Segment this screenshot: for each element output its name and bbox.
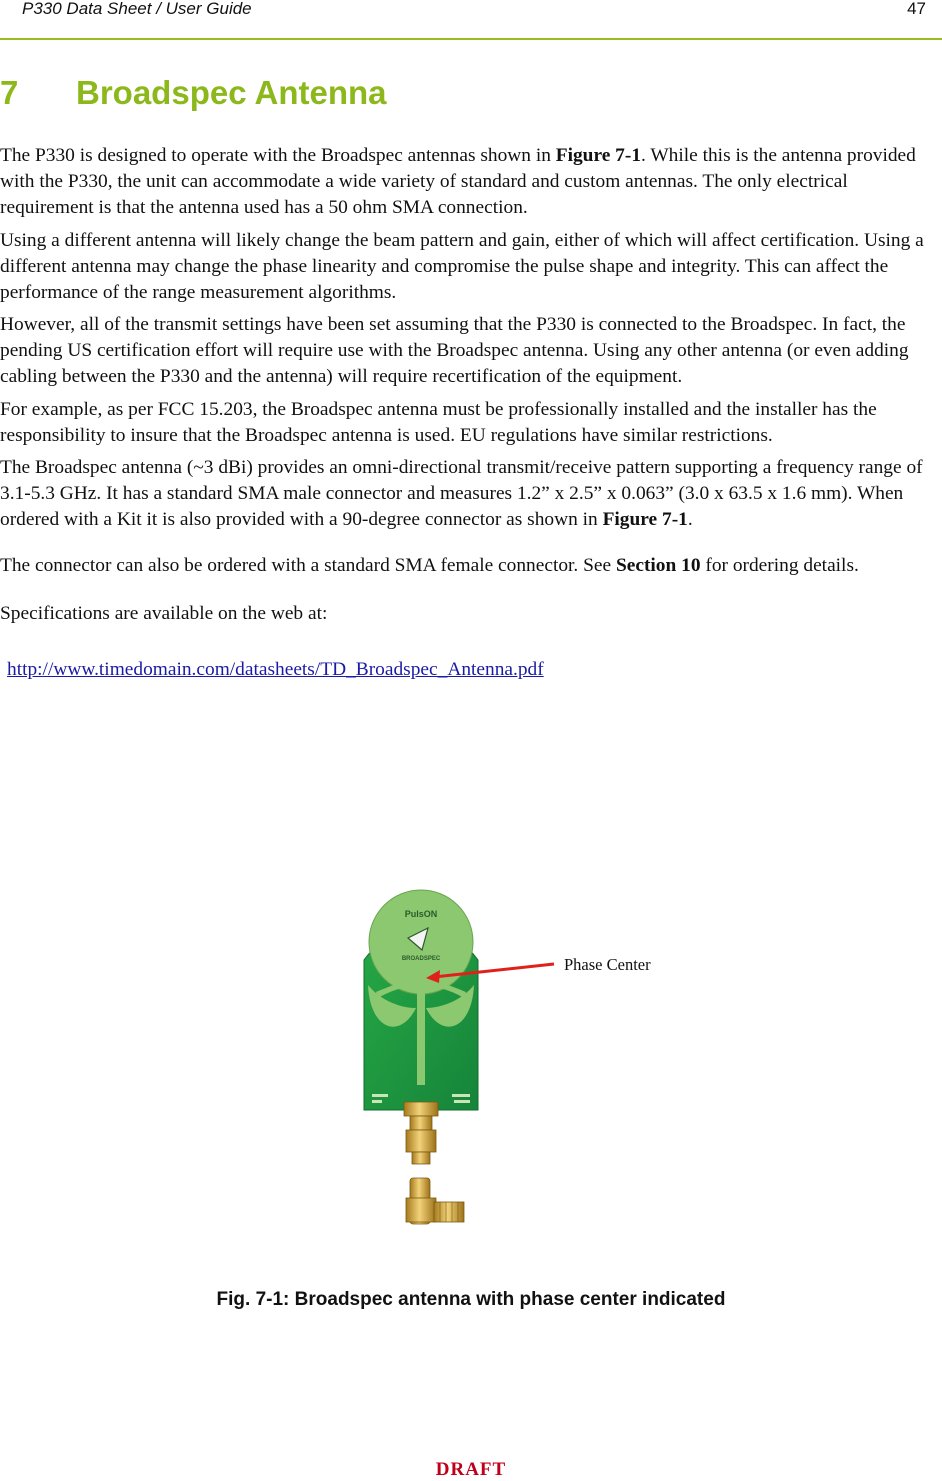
draft-watermark: DRAFT bbox=[435, 1459, 507, 1480]
paragraph-6-text-b: for ordering details. bbox=[700, 555, 859, 576]
paragraph-6-text-a: The connector can also be ordered with a standard SMA female connector. See bbox=[0, 555, 616, 576]
page-number: 47 bbox=[907, 0, 926, 18]
paragraph-7: Specifications are available on the web at: bbox=[0, 603, 328, 624]
section-heading bbox=[0, 74, 387, 112]
sma-connector bbox=[404, 1102, 438, 1164]
figure-caption: Fig. 7-1: Broadspec antenna with phase center indicated bbox=[216, 1289, 726, 1310]
datasheet-link[interactable]: http://www.timedomain.com/datasheets/TD_Broadspec_Antenna.pdf bbox=[7, 659, 544, 680]
antenna-feed-line bbox=[417, 975, 425, 1085]
paragraph-6 bbox=[0, 553, 940, 579]
paragraph-5 bbox=[0, 455, 940, 533]
paragraph-1-text-b: . While this is the antenna provided with the P330, the unit can accommodate a wide variety of standard and custom antennas. The only electrical requirement is that the antenna used has a 50 ohm SMA connection. bbox=[0, 145, 916, 218]
paragraph-5-text-b: . bbox=[687, 509, 693, 530]
paragraph-3: However, all of the transmit settings have been set assuming that the P330 is connected to the Broadspec. In fact, the pending US certification effort will require use with the Broadspec antenna. Using any other antenna (or even adding cabling between the P330 and the antenna) will require recertification of the equipment. bbox=[0, 314, 909, 387]
paragraph-4: For example, as per FCC 15.203, the Broadspec antenna must be professionally installed and the installer has the responsibility to insure that the Broadspec antenna is used. EU regulations have similar restrictions. bbox=[0, 398, 877, 446]
paragraph-5-text-a: The Broadspec antenna (~3 dBi) provides an omni-directional transmit/receive pattern supporting a frequency range of 3.1-5.3 GHz. It has a standard SMA male connector and measures 1.2” x 2.5” x 0.063” (3.0 x 63.5 x 1.6 mm). When ordered with a Kit it is also provided with a 90-degree connector as shown in bbox=[0, 457, 923, 530]
section-number: 7 bbox=[0, 74, 19, 111]
body-text bbox=[0, 143, 940, 690]
figure-reference: Figure 7-1 bbox=[602, 509, 688, 530]
phase-center-label: Phase Center bbox=[564, 955, 651, 974]
paragraph-1 bbox=[0, 143, 940, 221]
right-angle-connector bbox=[406, 1178, 464, 1224]
section-reference: Section 10 bbox=[615, 555, 701, 576]
board-brand-text: BROADSPEC bbox=[401, 956, 441, 962]
page-header bbox=[0, 0, 942, 40]
document-title: P330 Data Sheet / User Guide bbox=[22, 0, 252, 18]
paragraph-1-text-a: The P330 is designed to operate with the Broadspec antennas shown in bbox=[0, 145, 556, 166]
board-logo-text: PulsON bbox=[404, 909, 438, 919]
section-title: Broadspec Antenna bbox=[76, 74, 387, 111]
paragraph-2: Using a different antenna will likely change the beam pattern and gain, either of which will affect certification. Using a different antenna may change the phase linearity and compromise the pulse shape and integrity. This can affect the performance of the range measurement algorithms. bbox=[0, 229, 924, 303]
antenna-figure bbox=[330, 880, 690, 1240]
figure-reference: Figure 7-1 bbox=[555, 145, 642, 166]
